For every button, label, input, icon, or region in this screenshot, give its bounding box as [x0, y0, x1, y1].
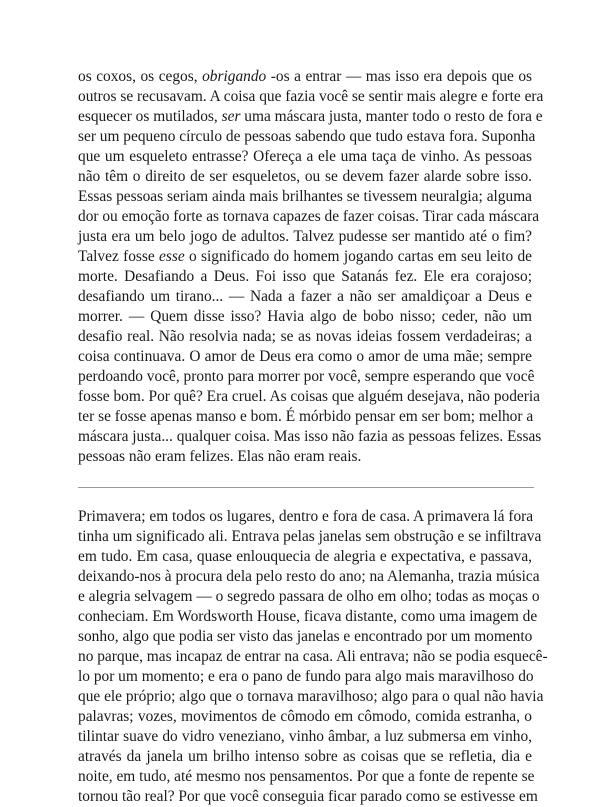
paragraph-2-line [78, 687, 544, 707]
paragraph-2 [78, 507, 548, 807]
text-run: máscara justa... qualquer coisa. Mas isso não fazia as pessoas felizes. Essas [78, 428, 542, 445]
text-run: através da janela um brilho intenso sobre as coisas que se refletia, dia e [78, 748, 532, 765]
text-run: morrer. — Quem disse isso? Havia algo de bobo nisso; ceder, não um [78, 308, 532, 325]
text-run: que ele próprio; algo que o tornava maravilhoso; algo para o qual não havia [78, 688, 544, 705]
text-run: desafiando um tirano... — Nada a fazer a não ser amaldiçoar a Deus e [78, 288, 532, 305]
text-run: tinha um significado ali. Entrava pelas janelas sem obstrução e se infiltrava [78, 528, 542, 545]
text-run: que um esqueleto entrasse? Ofereça a ele uma taça de vinho. As pessoas [78, 148, 532, 165]
paragraph-2-line [78, 587, 540, 607]
text-run: e alegria selvagem — o segredo passara de olho em olho; todas as moças o [78, 588, 540, 605]
paragraph-2-line [78, 567, 540, 587]
text-run: Essas pessoas seriam ainda mais brilhantes se tivessem neuralgia; alguma [78, 188, 532, 205]
paragraph-1-line [78, 207, 540, 227]
paragraph-2-line [78, 547, 532, 567]
paragraph-1-line [78, 407, 532, 427]
paragraph-2-line [78, 527, 542, 547]
text-run: não têm o direito de ser esqueletos, ou se devem fazer alarde sobre isso. [78, 168, 532, 185]
paragraph-1-line [78, 147, 532, 167]
text-run: deixando-nos à procura dela pelo resto do ano; na Alemanha, trazia música [78, 568, 540, 585]
paragraph-1-line [78, 307, 532, 327]
paragraph-2-line [78, 707, 532, 727]
paragraph-1-line [78, 447, 532, 467]
paragraph-1-line [78, 287, 532, 307]
paragraph-2-line [78, 667, 532, 687]
text-run: palavras; vozes, movimentos de cômodo em cômodo, comida estranha, o [78, 708, 532, 725]
paragraph-1-line [78, 427, 542, 447]
paragraph-2-line [78, 607, 538, 627]
text-run: dor ou emoção forte as tornava capazes de fazer coisas. Tirar cada máscara [78, 208, 540, 225]
paragraph-2-line [78, 727, 532, 747]
text-run: morte. Desafiando a Deus. Foi isso que Satanás fez. Ele era corajoso; [78, 268, 532, 285]
text-run: sonho, algo que podia ser visto das janelas e encontrado por um momento [78, 628, 533, 645]
text-run: o significado do homem jogando cartas em seu leito de [184, 248, 532, 265]
text-run: Primavera; em todos os lugares, dentro e fora de casa. A primavera lá fora [78, 508, 534, 525]
paragraph-1-line [78, 67, 532, 87]
paragraph-2-line [78, 787, 538, 807]
text-run: no parque, mas incapaz de entrar na casa. Ali entrava; não se podia esquecê- [78, 648, 548, 665]
text-run: coisa continuava. O amor de Deus era como o amor de uma mãe; sempre [78, 348, 532, 365]
paragraph-1-line [78, 347, 532, 367]
paragraph-1-line [78, 127, 536, 147]
paragraph-2-line [78, 507, 532, 527]
paragraph-1 [78, 67, 544, 467]
paragraph-1-line [78, 387, 540, 407]
text-run: tornou tão real? Por que você conseguia ficar parado como se estivesse em [78, 788, 538, 805]
text-run: perdoando você, pronto para morrer por você, sempre esperando que você [78, 368, 535, 385]
paragraph-1-line [78, 247, 532, 267]
paragraph-1-line [78, 327, 532, 347]
text-run: pessoas não eram felizes. Elas não eram reais. [78, 448, 362, 465]
document-page [78, 67, 548, 807]
italic-text-run: esse [159, 248, 185, 265]
text-run: fosse bom. Por quê? Era cruel. As coisas que alguém desejava, não poderia [78, 388, 540, 405]
paragraph-1-line [78, 267, 532, 287]
paragraph-1-line [78, 87, 544, 107]
paragraph-1-line [78, 227, 532, 247]
text-run: ser um pequeno círculo de pessoas sabendo que tudo estava fora. Suponha [78, 128, 536, 145]
paragraph-2-line [78, 647, 548, 667]
text-run: outros se recusavam. A coisa que fazia você se sentir mais alegre e forte era [78, 88, 544, 105]
paragraph-1-line [78, 187, 532, 207]
text-run: tilintar suave do vidro veneziano, vinho âmbar, a luz submersa em vinho, [78, 728, 532, 745]
paragraph-2-line [78, 747, 532, 767]
paragraph-2-line [78, 767, 535, 787]
text-run: lo por um momento; e era o pano de fundo para algo mais maravilhoso do [78, 668, 534, 685]
text-run: em tudo. Em casa, quase enlouquecia de alegria e expectativa, e passava, [78, 548, 532, 565]
text-run: Talvez fosse [78, 248, 160, 265]
text-run: os coxos, os cegos, [78, 68, 203, 85]
text-run: desafio real. Não resolvia nada; se as novas ideias fossem verdadeiras; a [78, 328, 532, 345]
text-run: uma máscara justa, manter todo o resto de fora e [240, 108, 543, 125]
text-run: -os a entrar — mas isso era depois que os [266, 68, 533, 85]
section-divider [78, 487, 534, 488]
text-run: justa era um belo jogo de adultos. Talvez pudesse ser mantido até o fim? [78, 228, 532, 245]
paragraph-1-line [78, 107, 543, 127]
text-run: conheciam. Em Wordsworth House, ficava distante, como uma imagem de [78, 608, 538, 625]
text-run: ter se fosse apenas manso e bom. É mórbido pensar em ser bom; melhor a [78, 408, 534, 425]
paragraph-1-line [78, 167, 532, 187]
text-run: noite, em tudo, até mesmo nos pensamentos. Por que a fonte de repente se [78, 768, 535, 785]
text-run: esquecer os mutilados, [78, 108, 222, 125]
italic-text-run: obrigando [202, 68, 267, 85]
italic-text-run: ser [221, 108, 241, 125]
paragraph-1-line [78, 367, 535, 387]
paragraph-2-line [78, 627, 532, 647]
